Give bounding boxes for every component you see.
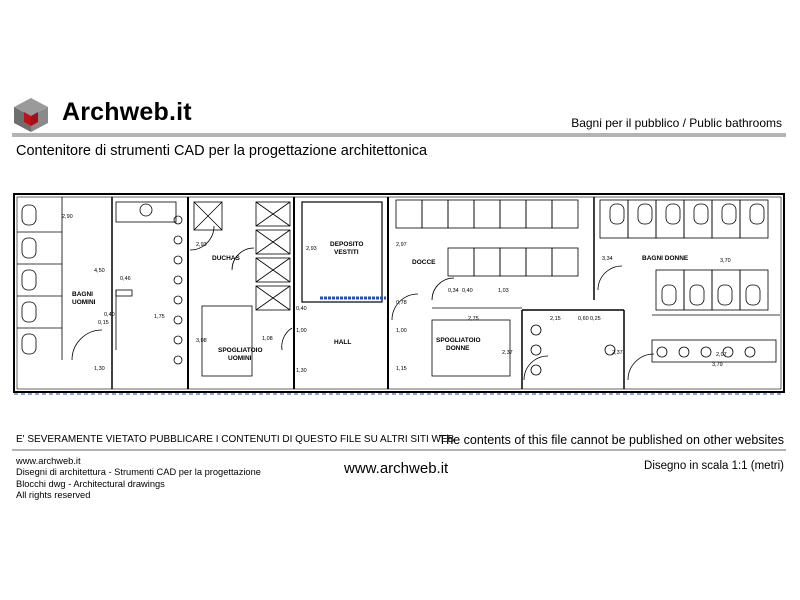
dimension-label: 3,08: [196, 338, 207, 344]
room-label: DUCHAS: [212, 255, 240, 262]
dimension-label: 0,25: [590, 316, 601, 322]
copyright-warning-en: The contents of this file cannot be published on other websites: [438, 433, 784, 447]
dimension-label: 0,40: [462, 288, 473, 294]
dimension-label: 2,90: [62, 214, 73, 220]
room-label: UOMINI: [72, 299, 96, 306]
dimension-label: 2,15: [550, 316, 561, 322]
dimension-label: 0,40: [104, 312, 115, 318]
dimension-label: 2,37: [502, 350, 513, 356]
room-label: UOMINI: [228, 355, 252, 362]
dimension-label: 1,00: [296, 328, 307, 334]
room-label: VESTITI: [334, 249, 359, 256]
dimension-label: 1,08: [262, 336, 273, 342]
footer-line: www.archweb.it: [16, 456, 81, 466]
dimension-label: 0,40: [296, 306, 307, 312]
dimension-label: 1,30: [94, 366, 105, 372]
dimension-label: 3,34: [602, 256, 613, 262]
footer-line: Blocchi dwg - Architectural drawings: [16, 478, 165, 489]
room-label: SPOGLIATOIO: [436, 337, 481, 344]
dimension-label: 4,50: [94, 268, 105, 274]
dimension-label: 2,93: [306, 246, 317, 252]
dimension-label: 1,00: [396, 328, 407, 334]
footer-line: Disegni di architettura - Strumenti CAD per la progettazione: [16, 467, 261, 478]
dimension-label: 2,97: [396, 242, 407, 248]
site-url[interactable]: www.archweb.it: [344, 460, 449, 477]
dimension-label: 3,79: [712, 362, 723, 368]
copyright-warning-it: E' SEVERAMENTE VIETATO PUBBLICARE I CONTENUTI DI QUESTO FILE SU ALTRI SITI WEB: [16, 434, 455, 445]
room-label: DOCCE: [412, 259, 436, 266]
dimension-label: 1,03: [498, 288, 509, 294]
dimension-label: 2,75: [468, 316, 479, 322]
header-divider: [12, 133, 786, 137]
drawing-subject: Bagni per il pubblico / Public bathrooms: [571, 116, 782, 130]
dimension-label: 0,60: [578, 316, 589, 322]
room-label: SPOGLIATOIO: [218, 347, 263, 354]
dimension-label: 1,75: [154, 314, 165, 320]
dimension-label: 0,15: [98, 320, 109, 326]
dimension-label: 0,78: [396, 300, 407, 306]
footer-credits: [16, 456, 261, 502]
room-label: DONNE: [446, 345, 470, 352]
dimension-label: 3,70: [720, 258, 731, 264]
room-label: BAGNI: [72, 291, 93, 298]
floor-plan: [12, 190, 788, 400]
dimension-label: 0,34: [448, 288, 459, 294]
dimension-label: 1,15: [396, 366, 407, 372]
footer-divider: [12, 449, 786, 451]
dimension-label: 2,07: [716, 352, 727, 358]
dimension-label: 2,93: [196, 242, 207, 248]
brand-name: Archweb.it: [62, 98, 192, 126]
drawing-scale: Disegno in scala 1:1 (metri): [644, 460, 784, 472]
room-label: DEPOSITO: [330, 241, 364, 248]
archweb-logo-icon: [12, 97, 50, 133]
dimension-label: 1,30: [296, 368, 307, 374]
room-label: BAGNI DONNE: [642, 255, 689, 262]
dimension-label: 0,46: [120, 276, 131, 282]
page-subtitle: Contenitore di strumenti CAD per la progettazione architettonica: [16, 143, 428, 159]
footer-line: All rights reserved: [16, 490, 91, 501]
dimension-label: 2,37: [612, 350, 623, 356]
room-label: HALL: [334, 339, 352, 346]
